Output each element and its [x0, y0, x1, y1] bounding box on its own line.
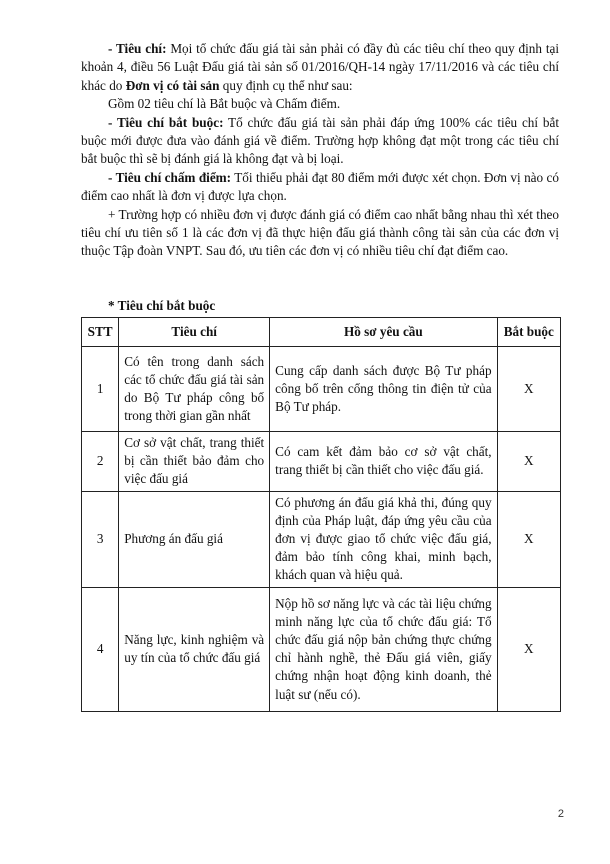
- table-row: [82, 432, 561, 492]
- cell-required: X: [497, 491, 560, 587]
- cell-criterion: Cơ sở vật chất, trang thiết bị cần thiết bảo đảm cho việc đấu giá: [119, 432, 270, 492]
- paragraph-mandatory: [81, 114, 559, 169]
- label-scoring: - Tiêu chí chấm điểm:: [108, 169, 232, 185]
- criteria-table: [81, 317, 561, 712]
- cell-stt: 2: [82, 432, 119, 492]
- cell-required: X: [497, 587, 560, 711]
- paragraph-scoring: [81, 169, 559, 206]
- cell-stt: 1: [82, 347, 119, 432]
- paragraph-text: Tối thiểu phải đạt 80 điểm mới được xét chọn. Đơn vị nào có điểm cao nhất là đơn vị được lựa chọn.: [81, 169, 559, 204]
- paragraph-summary: Gồm 02 tiêu chí là Bắt buộc và Chấm điểm.: [108, 96, 341, 112]
- cell-documents: Có cam kết đảm bảo cơ sở vật chất, trang thiết bị cần thiết cho việc đấu giá.: [270, 432, 497, 492]
- paragraph-text: Tổ chức đấu giá tài sản phải đáp ứng 100% các tiêu chí bắt buộc mới được đưa vào đánh giá về điểm. Trường hợp không đạt một trong các tiêu chí bắt buộc thì sẽ bị đánh giá là không đạt và bị loại.: [81, 114, 559, 167]
- page-number: 2: [557, 808, 564, 820]
- header-stt: STT: [82, 318, 119, 347]
- header-criterion: Tiêu chí: [119, 318, 270, 347]
- table-row: [82, 347, 561, 432]
- cell-stt: 4: [82, 587, 119, 711]
- cell-stt: 3: [82, 491, 119, 587]
- asset-owner-bold: Đơn vị có tài sản: [125, 77, 220, 93]
- body-text: [81, 40, 559, 261]
- header-required: Bắt buộc: [497, 318, 560, 347]
- cell-required: X: [497, 347, 560, 432]
- table-header-row: [82, 318, 561, 347]
- paragraph-text: Mọi tổ chức đấu giá tài sản phải có đầy đủ các tiêu chí theo quy định tại khoản 4, điều 56 Luật Đấu giá tài sản số 01/2016/QH-14 ngày 17/11/2016 và các tiêu chí khác do: [81, 41, 559, 93]
- cell-criterion: Năng lực, kinh nghiệm và uy tín của tổ chức đấu giá: [119, 587, 270, 711]
- label-mandatory: - Tiêu chí bắt buộc:: [108, 114, 224, 130]
- cell-criterion: Phương án đấu giá: [119, 491, 270, 587]
- cell-documents: Cung cấp danh sách được Bộ Tư pháp công bố trên cổng thông tin điện tử của Bộ Tư pháp.: [270, 347, 497, 432]
- cell-criterion: Có tên trong danh sách các tổ chức đấu giá tài sản do Bộ Tư pháp công bố trong thời gian gần nhất: [119, 347, 270, 432]
- table-row: [82, 491, 561, 587]
- section-title: * Tiêu chí bắt buộc: [108, 298, 216, 313]
- cell-documents: Nộp hồ sơ năng lực và các tài liệu chứng minh năng lực của tổ chức đấu giá: Tổ chức đấu giá nộp bản chứng thực chứng chỉ hành nghề, thẻ Đấu giá viên, giấy chứng nhận hoạt động kinh doanh, thẻ luật sư (nếu có).: [270, 587, 497, 711]
- paragraph-criteria: [81, 40, 559, 95]
- label-criteria: - Tiêu chí:: [108, 41, 167, 56]
- paragraph-tiebreak: + Trường hợp có nhiều đơn vị được đánh giá có điểm cao nhất bằng nhau thì xét theo tiêu chí ưu tiên số 1 là các đơn vị đã thực hiện đấu giá thành công tài sản của các đơn vị thuộc Tập đoàn VNPT. Sau đó, ưu tiên các đơn vị có nhiều tiêu chí đạt điểm cao.: [81, 206, 559, 259]
- cell-documents: Có phương án đấu giá khả thi, đúng quy định của Pháp luật, đáp ứng yêu cầu của đơn vị được giao tổ chức việc đấu giá, đảm bảo tính công khai, minh bạch, khách quan và hiệu quả.: [270, 491, 497, 587]
- table-row: [82, 587, 561, 711]
- header-documents: Hồ sơ yêu cầu: [270, 318, 497, 347]
- paragraph-text: quy định cụ thể như sau:: [219, 77, 353, 93]
- cell-required: X: [497, 432, 560, 492]
